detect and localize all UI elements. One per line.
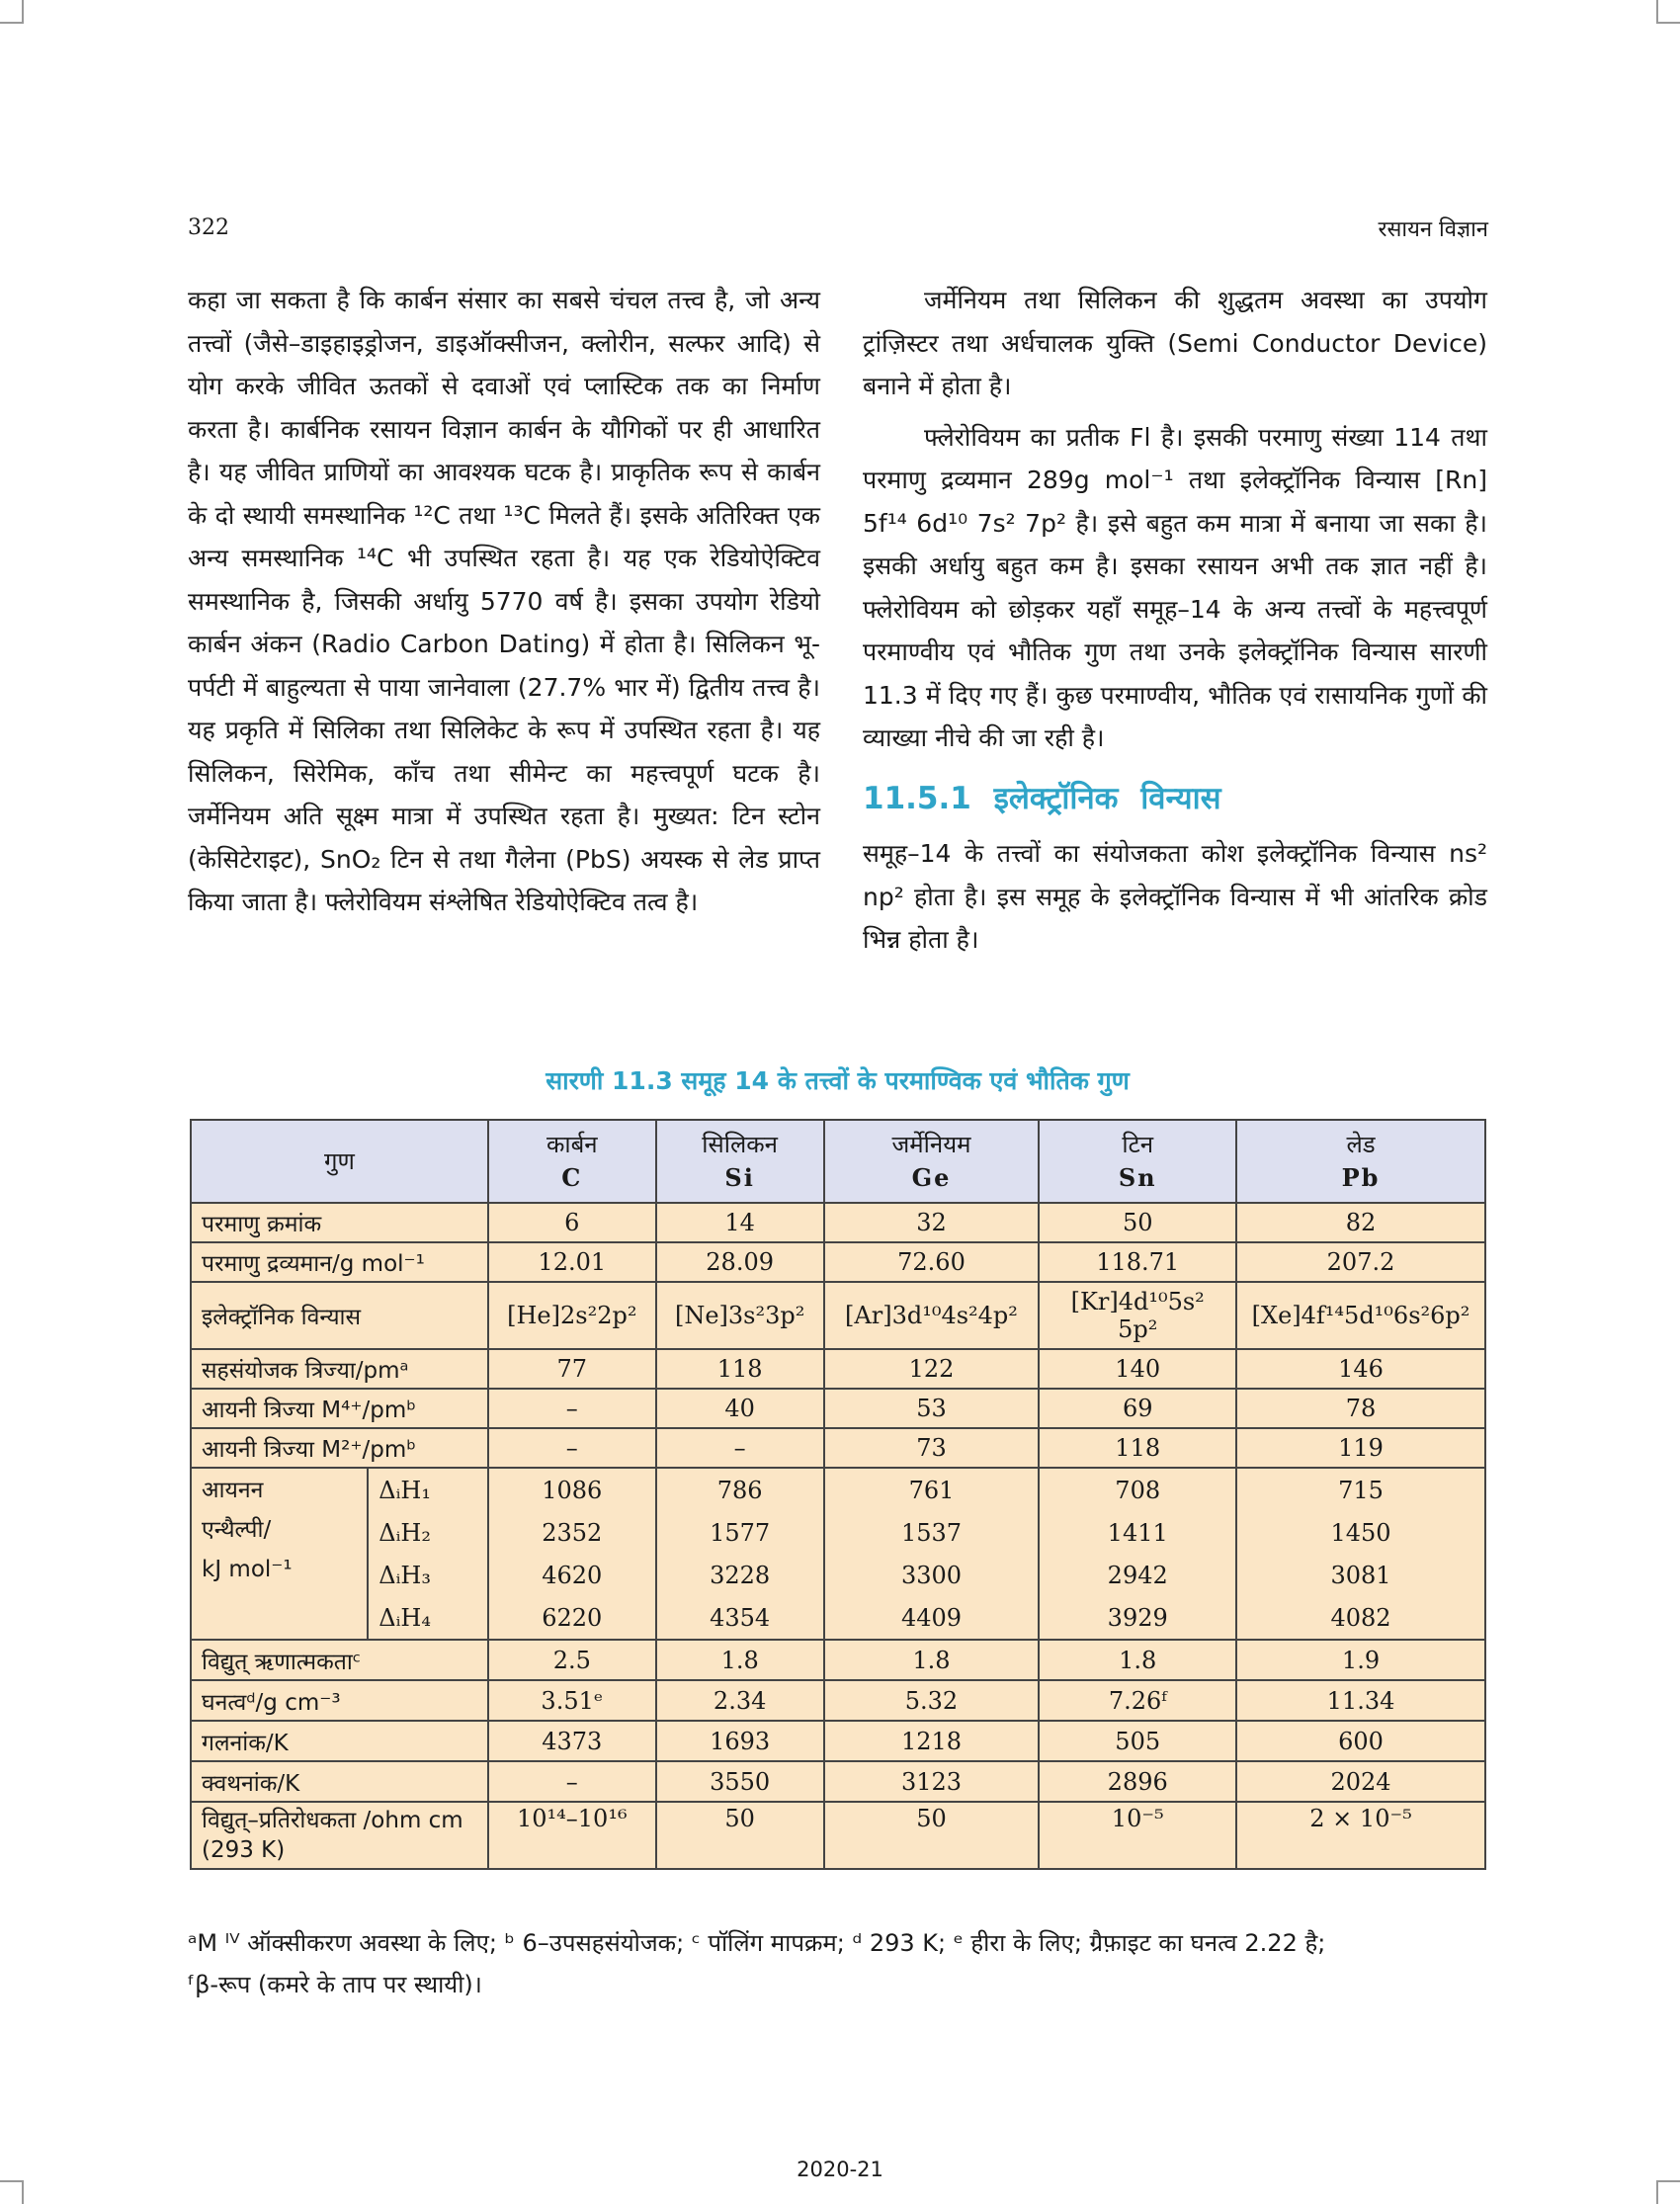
cell: 1577 (656, 1511, 824, 1554)
left-paragraph: कहा जा सकता है कि कार्बन संसार का सबसे चंचल तत्त्व है, जो अन्य तत्त्वों (जैसे–डाइहाइड्रोजन, डाइऑक्सीजन, क्लोरीन, सल्फर आदि) से योग करके जीवित ऊतकों से दवाओं एवं प्लास्टिक तक का निर्माण करता है। कार्बनिक रसायन विज्ञान कार्बन के यौगिकों पर ही आधारित है। यह जीवित प्राणियों का आवश्यक घटक है। प्राकृतिक रूप से कार्बन के दो स्थायी समस्थानिक ¹²C तथा ¹³C मिलते हैं। इसके अतिरिक्त एक अन्य समस्थानिक ¹⁴C भी उपस्थित रहता है। यह एक रेडियोऐक्टिव समस्थानिक है, जिसकी अर्धायु 5770 वर्ष है। इसका उपयोग रेडियो कार्बन अंकन (Radio Carbon Dating) में होता है। सिलिकन भू-पर्पटी में बाहुल्यता से पाया जानेवाला (27.7% भार में) द्वितीय तत्त्व है। यह प्रकृति में सिलिका तथा सिलिकेट के रूप में उपस्थित रहता है। यह सिलिकन, सिरेमिक, काँच तथा सीमेन्ट का महत्त्वपूर्ण घटक है। जर्मेनियम अति सूक्ष्म मात्रा में उपस्थित रहता है। मुख्यत: टिन स्टोन (केसिटेराइट), SnO₂ टिन से तथा गैलेना (PbS) अयस्क से लेड प्राप्त किया जाता है। फ्लेरोवियम संश्लेषित रेडियोऐक्टिव तत्व है। (188, 286, 820, 916)
cell: 77 (488, 1349, 656, 1389)
ionization-label-line: आयनन (202, 1478, 264, 1503)
cell: 50 (656, 1802, 824, 1869)
crop-mark-top-left (0, 0, 24, 24)
cell: 3081 (1236, 1554, 1485, 1596)
cell: – (656, 1428, 824, 1468)
cell: 3228 (656, 1554, 824, 1596)
table-row (191, 1721, 1485, 1761)
cell: 4620 (488, 1554, 656, 1596)
cell: 1218 (824, 1721, 1040, 1761)
cell: 505 (1039, 1721, 1236, 1761)
cell: 140 (1039, 1349, 1236, 1389)
cell: 5.32 (824, 1680, 1040, 1721)
cell: 10¹⁴–10¹⁶ (488, 1802, 656, 1869)
cell: 50 (1039, 1203, 1236, 1242)
cell: 1411 (1039, 1511, 1236, 1554)
table-row (191, 1389, 1485, 1428)
cell: 69 (1039, 1389, 1236, 1428)
header-element: लेड Pb (1236, 1120, 1485, 1203)
cell: 2.5 (488, 1640, 656, 1680)
cell: 3123 (824, 1761, 1040, 1802)
row-label: परमाणु द्रव्यमान/g mol⁻¹ (191, 1242, 488, 1282)
row-label: विद्युत् ऋणात्मकताᶜ (191, 1640, 488, 1680)
cell: 1086 (488, 1468, 656, 1511)
cell: 2896 (1039, 1761, 1236, 1802)
cell: 50 (824, 1802, 1040, 1869)
table-row (191, 1761, 1485, 1802)
table-row (191, 1282, 1485, 1349)
crop-mark-bottom-left (0, 2180, 24, 2204)
row-label: परमाणु क्रमांक (191, 1203, 488, 1242)
cell: 72.60 (824, 1242, 1040, 1282)
header-element: सिलिकन Si (656, 1120, 824, 1203)
left-column (188, 279, 820, 932)
table-row (191, 1554, 1485, 1596)
cell: 118.71 (1039, 1242, 1236, 1282)
table-header-row (191, 1120, 1485, 1203)
cell: 11.34 (1236, 1680, 1485, 1721)
cell: [Xe]4f¹⁴5d¹⁰6s²6p² (1236, 1282, 1485, 1349)
footer-year: 2020-21 (797, 2158, 883, 2181)
cell: – (488, 1761, 656, 1802)
ionization-label-line: एन्थैल्पी/ (202, 1517, 272, 1543)
cell: 1.8 (1039, 1640, 1236, 1680)
section-heading: 11.5.1 इलेक्ट्रॉनिक विन्यास (863, 780, 1221, 816)
cell: 122 (824, 1349, 1040, 1389)
cell: 2024 (1236, 1761, 1485, 1802)
row-label: आयनी त्रिज्या M²⁺/pmᵇ (191, 1428, 488, 1468)
header-element: जर्मेनियम Ge (824, 1120, 1040, 1203)
running-head: रसायन विज्ञान (1378, 217, 1488, 242)
cell: 82 (1236, 1203, 1485, 1242)
table-row (191, 1802, 1485, 1869)
cell: [Kr]4d¹⁰5s² 5p² (1039, 1282, 1236, 1349)
row-label: गलनांक/K (191, 1721, 488, 1761)
cell: 10⁻⁵ (1039, 1802, 1236, 1869)
cell: 1.8 (824, 1640, 1040, 1680)
cell: 3550 (656, 1761, 824, 1802)
ionization-sub-label: ΔᵢH₁ (368, 1468, 488, 1511)
cell: 40 (656, 1389, 824, 1428)
cell: 2.34 (656, 1680, 824, 1721)
row-label: विद्युत्–प्रतिरोधकता /ohm cm (293 K) (191, 1802, 488, 1869)
properties-table (190, 1119, 1486, 1870)
cell: 14 (656, 1203, 824, 1242)
cell: 761 (824, 1468, 1040, 1511)
cell: 708 (1039, 1468, 1236, 1511)
cell: [Ar]3d¹⁰4s²4p² (824, 1282, 1040, 1349)
cell: [He]2s²2p² (488, 1282, 656, 1349)
header-property: गुण (191, 1120, 488, 1203)
cell: 786 (656, 1468, 824, 1511)
cell: 2942 (1039, 1554, 1236, 1596)
row-label: घनत्वᵈ/g cm⁻³ (191, 1680, 488, 1721)
cell: 1693 (656, 1721, 824, 1761)
right-paragraph-1: जर्मेनियम तथा सिलिकन की शुद्धतम अवस्था का उपयोग ट्रांज़िस्टर तथा अर्धचालक युक्ति (Semi Conductor Device) बनाने में होता है। (863, 286, 1487, 400)
header-element: टिन Sn (1039, 1120, 1236, 1203)
table-row (191, 1640, 1485, 1680)
cell: 73 (824, 1428, 1040, 1468)
right-column (863, 279, 1487, 970)
cell: 600 (1236, 1721, 1485, 1761)
ionization-sub-label: ΔᵢH₂ (368, 1511, 488, 1554)
cell: 12.01 (488, 1242, 656, 1282)
cell: 119 (1236, 1428, 1485, 1468)
right-paragraph-2: फ्लेरोवियम का प्रतीक Fl है। इसकी परमाणु संख्या 114 तथा परमाणु द्रव्यमान 289g mol⁻¹ तथा इलेक्ट्रॉनिक विन्यास [Rn] 5f¹⁴ 6d¹⁰ 7s² 7p² है। इसे बहुत कम मात्रा में बनाया जा सका है। इसकी अर्धायु बहुत कम है। इसका रसायन अभी तक ज्ञात नहीं है। फ्लेरोवियम को छोड़कर यहाँ समूह–14 के अन्य तत्त्वों के महत्त्वपूर्ण परमाण्वीय एवं भौतिक गुण तथा उनके इलेक्ट्रॉनिक विन्यास सारणी 11.3 में दिए गए हैं। कुछ परमाण्वीय, भौतिक एवं रासायनिक गुणों की व्याख्या नीचे की जा रही है। (863, 422, 1487, 752)
right-paragraph-3: समूह–14 के तत्त्वों का संयोजकता कोश इलेक्ट्रॉनिक विन्यास ns² np² होता है। इस समूह के इलेक्ट्रॉनिक विन्यास में भी आंतरिक क्रोड भिन्न होता है। (863, 839, 1487, 954)
crop-mark-bottom-right (1656, 2180, 1680, 2204)
cell: 4082 (1236, 1596, 1485, 1640)
table-row (191, 1242, 1485, 1282)
cell: 6220 (488, 1596, 656, 1640)
cell: 32 (824, 1203, 1040, 1242)
ionization-sub-label: ΔᵢH₄ (368, 1596, 488, 1640)
cell: 1.8 (656, 1640, 824, 1680)
row-label: सहसंयोजक त्रिज्या/pmᵃ (191, 1349, 488, 1389)
cell: 1537 (824, 1511, 1040, 1554)
cell: 146 (1236, 1349, 1485, 1389)
cell: 3300 (824, 1554, 1040, 1596)
cell: 1450 (1236, 1511, 1485, 1554)
crop-mark-top-right (1656, 0, 1680, 24)
header-element: कार्बन C (488, 1120, 656, 1203)
table-footnote (188, 1922, 1487, 2005)
table-row (191, 1203, 1485, 1242)
cell: 1.9 (1236, 1640, 1485, 1680)
cell: 28.09 (656, 1242, 824, 1282)
table-caption: सारणी 11.3 समूह 14 के तत्त्वों के परमाण्विक एवं भौतिक गुण (546, 1066, 1130, 1095)
cell: 118 (1039, 1428, 1236, 1468)
cell: 3929 (1039, 1596, 1236, 1640)
page-number: 322 (188, 215, 229, 240)
cell: 118 (656, 1349, 824, 1389)
cell: 4373 (488, 1721, 656, 1761)
cell: 7.26ᶠ (1039, 1680, 1236, 1721)
ionization-label (191, 1468, 368, 1640)
cell: 715 (1236, 1468, 1485, 1511)
ionization-label-line: kJ mol⁻¹ (202, 1557, 293, 1582)
cell: 2 × 10⁻⁵ (1236, 1802, 1485, 1869)
table-row (191, 1428, 1485, 1468)
cell: 3.51ᵉ (488, 1680, 656, 1721)
cell: 2352 (488, 1511, 656, 1554)
row-label: क्वथनांक/K (191, 1761, 488, 1802)
row-label: आयनी त्रिज्या M⁴⁺/pmᵇ (191, 1389, 488, 1428)
row-label: इलेक्ट्रॉनिक विन्यास (191, 1282, 488, 1349)
ionization-sub-label: ΔᵢH₃ (368, 1554, 488, 1596)
cell: [Ne]3s²3p² (656, 1282, 824, 1349)
table-row (191, 1468, 1485, 1511)
cell: 4409 (824, 1596, 1040, 1640)
footnote-line: ᵃM ᴵⱽ ऑक्सीकरण अवस्था के लिए; ᵇ 6–उपसहसंयोजक; ᶜ पॉलिंग मापक्रम; ᵈ 293 K; ᵉ हीरा के लिए; ग्रैफ़ाइट का घनत्व 2.22 है; (188, 1929, 1326, 1957)
cell: 6 (488, 1203, 656, 1242)
table-row (191, 1680, 1485, 1721)
cell: – (488, 1389, 656, 1428)
cell: – (488, 1428, 656, 1468)
cell: 4354 (656, 1596, 824, 1640)
table-row (191, 1596, 1485, 1640)
table-row (191, 1349, 1485, 1389)
table-row (191, 1511, 1485, 1554)
cell: 78 (1236, 1389, 1485, 1428)
cell: 53 (824, 1389, 1040, 1428)
footnote-line: ᶠβ-रूप (कमरे के ताप पर स्थायी)। (188, 1971, 482, 1998)
cell: 207.2 (1236, 1242, 1485, 1282)
